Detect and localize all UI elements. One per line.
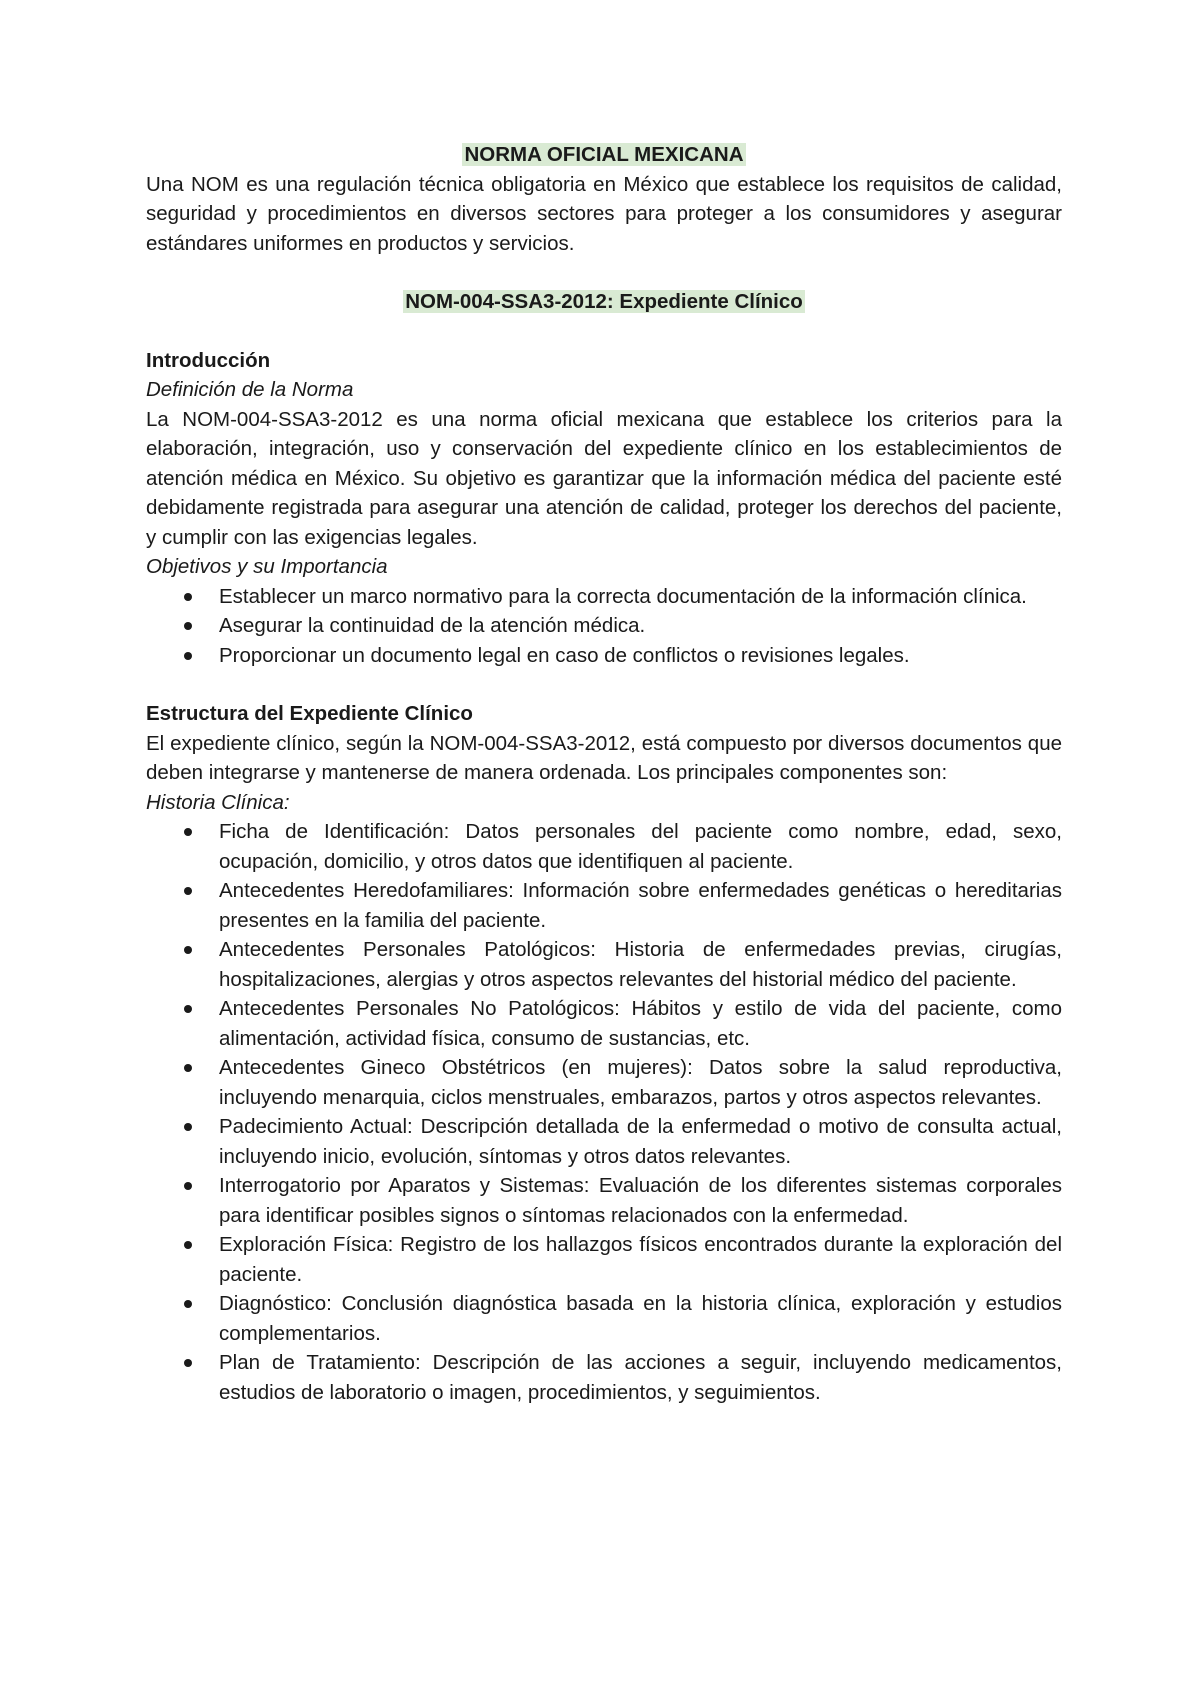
introduccion-heading: Introducción (146, 348, 271, 372)
list-item (146, 1053, 1062, 1112)
list-item-text: Padecimiento Actual: Descripción detallada de la enfermedad o motivo de consulta actual, incluyendo inicio, evolución, síntomas y otros datos relevantes. (219, 1115, 1062, 1168)
list-item (146, 611, 1062, 641)
list-item-text: Asegurar la continuidad de la atención médica. (219, 614, 646, 637)
spacer (146, 317, 1062, 346)
objetivos-list (146, 582, 1062, 671)
document-page (146, 140, 1062, 1407)
bullet-icon (184, 1241, 192, 1249)
definicion-label: Definición de la Norma (146, 378, 354, 401)
bullet-icon (184, 1123, 192, 1131)
bullet-icon (184, 1005, 192, 1013)
list-item-text: Diagnóstico: Conclusión diagnóstica basada en la historia clínica, exploración y estudios complementarios. (219, 1292, 1062, 1345)
list-item-text: Exploración Física: Registro de los hallazgos físicos encontrados durante la exploración del paciente. (219, 1233, 1062, 1286)
list-item-text: Antecedentes Gineco Obstétricos (en mujeres): Datos sobre la salud reproductiva, incluyendo menarquia, ciclos menstruales, embarazos, partos y otros aspectos relevantes. (219, 1056, 1062, 1109)
list-item-text: Ficha de Identificación: Datos personales del paciente como nombre, edad, sexo, ocupación, domicilio, y otros datos que identifiquen al paciente. (219, 820, 1062, 873)
bullet-icon (184, 593, 192, 601)
list-item (146, 935, 1062, 994)
bullet-icon (184, 828, 192, 836)
historia-label: Historia Clínica: (146, 790, 290, 814)
list-item (146, 817, 1062, 876)
bullet-icon (184, 887, 192, 895)
bullet-icon (184, 1182, 192, 1190)
bullet-icon (184, 1300, 192, 1308)
historia-list (146, 817, 1062, 1407)
bullet-icon (184, 1359, 192, 1367)
estructura-heading: Estructura del Expediente Clínico (146, 702, 473, 725)
spacer (146, 258, 1062, 287)
bullet-icon (184, 652, 192, 660)
list-item (146, 994, 1062, 1053)
list-item (146, 1171, 1062, 1230)
list-item (146, 1348, 1062, 1407)
list-item-text: Antecedentes Personales Patológicos: Historia de enfermedades previas, cirugías, hospitalizaciones, alergias y otros aspectos relevantes del historial médico del paciente. (219, 938, 1062, 991)
bullet-icon (184, 622, 192, 630)
list-item (146, 876, 1062, 935)
list-item (146, 1230, 1062, 1289)
main-title-line (146, 140, 1062, 170)
intro-paragraph: Una NOM es una regulación técnica obligatoria en México que establece los requisitos de calidad, seguridad y procedimientos en diversos sectores para proteger a los consumidores y asegurar estándares uniformes en productos y servicios. (146, 172, 1062, 255)
list-item-text: Antecedentes Heredofamiliares: Información sobre enfermedades genéticas o hereditarias presentes en la familia del paciente. (219, 879, 1062, 932)
list-item (146, 641, 1062, 671)
bullet-icon (184, 946, 192, 954)
bullet-icon (184, 1064, 192, 1072)
nom-title: NOM-004-SSA3-2012: Expediente Clínico (405, 290, 803, 313)
nom-title-line (146, 287, 1062, 317)
estructura-text: El expediente clínico, según la NOM-004-SSA3-2012, está compuesto por diversos documentos que deben integrarse y mantenerse de manera ordenada. Los principales componentes son: (146, 731, 1062, 784)
definicion-text: La NOM-004-SSA3-2012 es una norma oficial mexicana que establece los criterios para la elaboración, integración, uso y conservación del expediente clínico en los establecimientos de atención médica en México. Su objetivo es garantizar que la información médica del paciente esté debidamente registrada para asegurar una atención de calidad, proteger los derechos del paciente, y cumplir con las exigencias legales. (146, 407, 1062, 549)
list-item-text: Plan de Tratamiento: Descripción de las acciones a seguir, incluyendo medicamentos, estudios de laboratorio o imagen, procedimientos, y seguimientos. (219, 1351, 1062, 1404)
list-item (146, 1112, 1062, 1171)
list-item-text: Establecer un marco normativo para la correcta documentación de la información clínica. (219, 584, 1027, 608)
spacer (146, 670, 1062, 699)
list-item (146, 1289, 1062, 1348)
main-title: NORMA OFICIAL MEXICANA (464, 143, 744, 166)
list-item-text: Proporcionar un documento legal en caso de conflictos o revisiones legales. (219, 643, 910, 667)
objetivos-label: Objetivos y su Importancia (146, 555, 388, 578)
list-item-text: Antecedentes Personales No Patológicos: Hábitos y estilo de vida del paciente, como alimentación, actividad física, consumo de sustancias, etc. (219, 997, 1062, 1050)
list-item (146, 582, 1062, 612)
list-item-text: Interrogatorio por Aparatos y Sistemas: Evaluación de los diferentes sistemas corporales para identificar posibles signos o síntomas relacionados con la enfermedad. (219, 1174, 1062, 1227)
